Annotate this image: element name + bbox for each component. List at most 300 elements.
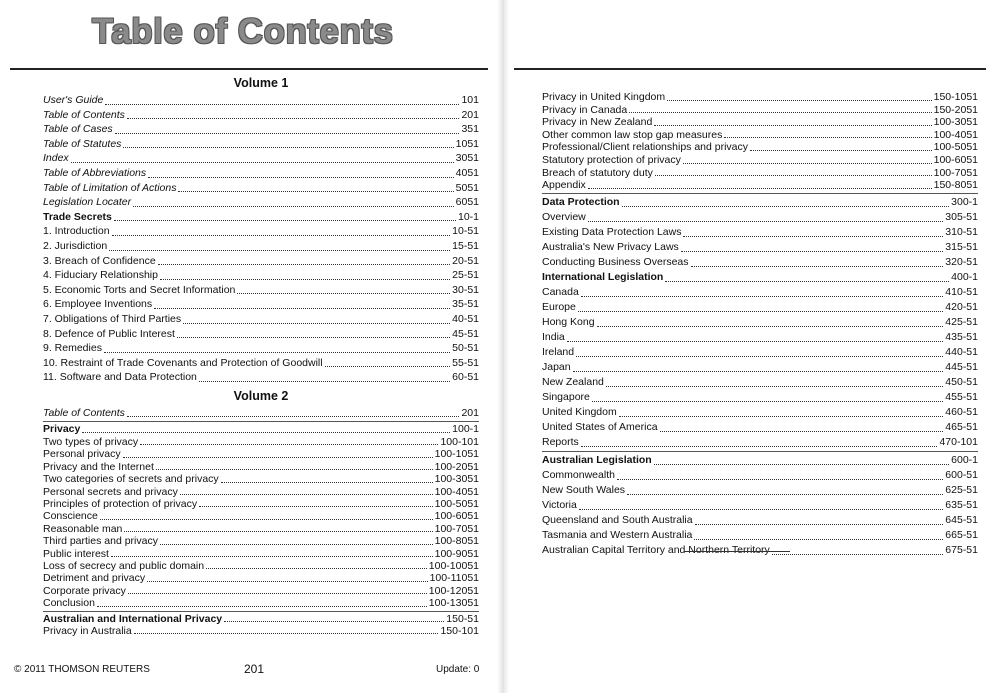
toc-entry[interactable] (542, 104, 978, 117)
entry-title: Statutory protection of privacy (542, 153, 681, 166)
title-rule (10, 68, 488, 70)
entry-page-number: 150-8051 (933, 179, 978, 192)
entry-title: Table of Contents (43, 406, 125, 419)
entry-title: Reasonable man (43, 522, 123, 535)
entry-title: Privacy in New Zealand (542, 116, 653, 129)
leader-dots (97, 605, 427, 607)
entry-title: New Zealand (542, 375, 604, 388)
toc-entry[interactable] (43, 297, 479, 312)
section-heading-entry[interactable] (542, 270, 978, 285)
entry-page-number: 45-51 (452, 327, 479, 340)
entry-title: Privacy and the Internet (43, 460, 154, 473)
entry-page-number: 435-51 (945, 330, 978, 343)
entry-title: International Legislation (542, 270, 664, 283)
divider (43, 421, 479, 422)
leader-dots (140, 443, 438, 445)
toc-entry[interactable] (542, 240, 978, 255)
leader-dots (627, 493, 943, 495)
toc-entry[interactable] (542, 285, 978, 300)
leader-dots (82, 431, 450, 433)
entry-page-number: 150-51 (446, 612, 479, 625)
leader-dots (127, 117, 460, 119)
leader-dots (619, 415, 944, 417)
leader-dots (592, 400, 943, 402)
leader-dots (134, 632, 439, 634)
entry-title: 5. Economic Torts and Secret Information (43, 283, 236, 296)
leader-dots (177, 336, 450, 338)
entry-title: Privacy in Australia (43, 624, 132, 637)
entry-page-number: 100-11051 (429, 572, 479, 585)
leader-dots (156, 468, 433, 470)
leader-dots (133, 205, 453, 207)
toc-entry[interactable] (43, 523, 479, 535)
leader-dots (178, 190, 453, 192)
entry-page-number: 40-51 (452, 312, 479, 325)
entry-title: Data Protection (542, 195, 620, 208)
privacy-heading (43, 423, 479, 435)
entry-page-number: 300-1 (951, 195, 978, 208)
toc-entry[interactable] (43, 312, 479, 327)
toc-entry[interactable] (43, 268, 479, 283)
toc-entry[interactable] (542, 390, 978, 405)
update-number: Update: 0 (436, 664, 480, 675)
toc-entry[interactable] (43, 560, 479, 572)
entry-title: Index (43, 152, 69, 165)
entry-title: Japan (542, 360, 571, 373)
toc-entry[interactable] (542, 141, 978, 154)
toc-entry[interactable] (43, 498, 479, 510)
leader-dots (724, 136, 931, 138)
entry-title: Table of Limitation of Actions (43, 181, 177, 194)
entry-title: Conscience (43, 510, 98, 523)
toc-entry[interactable] (542, 315, 978, 330)
volume-1-front-matter (43, 93, 479, 210)
aus-intl-privacy-heading (43, 613, 479, 625)
entry-title: 4. Fiduciary Relationship (43, 269, 158, 282)
toc-entry[interactable] (542, 468, 978, 483)
toc-entry[interactable] (542, 345, 978, 360)
toc-entry[interactable] (43, 510, 479, 522)
entry-title: Professional/Client relationships and privacy (542, 141, 749, 154)
entry-title: Australia's New Privacy Laws (542, 240, 679, 253)
leader-dots (100, 518, 433, 520)
entry-page-number: 100-3051 (933, 116, 978, 129)
toc-entry[interactable] (43, 181, 479, 196)
leader-dots (655, 174, 932, 176)
toc-entry[interactable] (43, 239, 479, 254)
leader-dots (206, 567, 427, 569)
toc-entry[interactable] (43, 370, 479, 385)
toc-entry[interactable] (43, 108, 479, 123)
entry-title: Table of Abbreviations (43, 166, 147, 179)
section-heading-entry[interactable] (542, 195, 978, 210)
leader-dots (199, 505, 433, 507)
toc-entry[interactable] (43, 151, 479, 166)
entry-page-number: 420-51 (945, 300, 978, 313)
entry-title: 1. Introduction (43, 225, 110, 238)
leader-dots (199, 380, 450, 382)
entry-title: Trade Secrets (43, 210, 112, 223)
toc-entry[interactable] (43, 224, 479, 239)
toc-entry[interactable] (43, 283, 479, 298)
entry-title: Personal privacy (43, 448, 121, 461)
entry-page-number: 425-51 (945, 315, 978, 328)
entry-title: Australian and International Privacy (43, 612, 223, 625)
entry-page-number: 201 (461, 108, 479, 121)
entry-title: United States of America (542, 420, 658, 433)
toc-entry[interactable] (43, 473, 479, 485)
entry-page-number: 10-1 (457, 210, 479, 223)
toc-entry[interactable] (542, 513, 978, 528)
entry-page-number: 3051 (455, 152, 479, 165)
toc-entry[interactable] (43, 93, 479, 108)
toc-entry[interactable] (43, 448, 479, 460)
entry-page-number: 315-51 (945, 240, 978, 253)
toc-entry[interactable] (43, 137, 479, 152)
right-page (506, 0, 1000, 693)
entry-title: 9. Remedies (43, 342, 102, 355)
entry-page-number: 440-51 (945, 345, 978, 358)
entry-title: 3. Breach of Confidence (43, 254, 156, 267)
leader-dots (629, 111, 931, 113)
entry-title: Privacy in Canada (542, 103, 628, 116)
toc-entry[interactable] (43, 436, 479, 448)
section-heading-entry[interactable] (43, 423, 479, 435)
section-heading-entry[interactable] (43, 210, 479, 225)
entry-page-number: 100-101 (440, 435, 479, 448)
entry-page-number: 100-4051 (933, 128, 978, 141)
leader-dots (667, 99, 931, 101)
entry-page-number: 25-51 (452, 269, 479, 282)
toc-entry[interactable] (43, 625, 479, 637)
divider (542, 451, 978, 452)
entry-page-number: 645-51 (945, 513, 978, 526)
entry-title: Corporate privacy (43, 584, 126, 597)
entry-page-number: 445-51 (945, 360, 978, 373)
toc-entry[interactable] (542, 435, 978, 450)
entry-title: Table of Statutes (43, 137, 122, 150)
entry-page-number: 101 (461, 94, 479, 106)
leader-dots (683, 235, 943, 237)
entry-title: Existing Data Protection Laws (542, 225, 682, 238)
trade-secrets-chapters (43, 224, 479, 385)
toc-entry[interactable] (43, 356, 479, 371)
privacy-entries (43, 436, 479, 610)
toc-entry[interactable] (542, 375, 978, 390)
entry-page-number: 450-51 (945, 375, 978, 388)
entry-page-number: 100-5051 (434, 497, 479, 510)
entry-page-number: 100-13051 (428, 597, 479, 610)
entry-title: Appendix (542, 179, 586, 192)
entry-page-number: 5051 (455, 181, 479, 194)
entry-page-number: 100-3051 (434, 473, 479, 486)
entry-title: Two types of privacy (43, 435, 139, 448)
entry-page-number: 100-8051 (434, 535, 479, 548)
entry-title: Tasmania and Western Australia (542, 528, 693, 541)
entry-title: Commonwealth (542, 468, 615, 481)
data-protection-heading (542, 195, 978, 210)
entry-page-number: 100-5051 (933, 141, 978, 154)
entry-title: Queensland and South Australia (542, 513, 693, 526)
leader-dots (588, 220, 944, 222)
entry-page-number: 100-6051 (933, 153, 978, 166)
header-rule (514, 68, 986, 70)
leader-dots (578, 310, 943, 312)
entry-page-number: 15-51 (452, 239, 479, 252)
entry-page-number: 100-7051 (434, 522, 479, 535)
section-heading-entry[interactable] (542, 453, 978, 468)
australian-legislation-entries (542, 468, 978, 558)
entry-title: Public interest (43, 547, 109, 560)
leader-dots (573, 370, 944, 372)
international-legislation-entries (542, 285, 978, 450)
toc-entry[interactable] (43, 572, 479, 584)
toc-entry[interactable] (542, 300, 978, 315)
australian-legislation-heading (542, 453, 978, 468)
leader-dots (581, 295, 944, 297)
toc-entry[interactable] (542, 255, 978, 270)
entry-page-number: 320-51 (945, 255, 978, 268)
entry-page-number: 625-51 (945, 483, 978, 496)
entry-title: Breach of statutory duty (542, 166, 653, 179)
toc-entry[interactable] (542, 483, 978, 498)
page-number: 201 (244, 662, 265, 676)
divider (43, 611, 479, 612)
entry-title: Victoria (542, 498, 577, 511)
entry-page-number: 150-2051 (933, 103, 978, 116)
entry-page-number: 100-10051 (428, 559, 479, 572)
entry-page-number: 470-101 (939, 435, 978, 448)
entry-page-number: 665-51 (945, 528, 978, 541)
entry-title: Principles of protection of privacy (43, 497, 198, 510)
entry-title: New South Wales (542, 483, 626, 496)
aus-intl-privacy-continued (542, 91, 978, 192)
entry-title: Australian Capital Territory and Northern Territory (542, 543, 770, 556)
toc-entry[interactable] (542, 91, 978, 104)
leader-dots (750, 149, 932, 151)
entry-title: 2. Jurisdiction (43, 239, 108, 252)
toc-entry[interactable] (43, 406, 479, 421)
entry-title: Privacy (43, 423, 81, 436)
volume-1-heading: Volume 1 (233, 76, 289, 90)
copyright-notice: © 2011 THOMSON REUTERS (14, 664, 150, 675)
toc-entry[interactable] (43, 327, 479, 342)
leader-dots (147, 580, 427, 582)
entry-page-number: 100-9051 (434, 547, 479, 560)
leader-dots (683, 162, 932, 164)
entry-page-number: 201 (461, 406, 479, 419)
leader-dots (576, 355, 943, 357)
entry-title: Conclusion (43, 597, 95, 610)
entry-page-number: 310-51 (945, 225, 978, 238)
leader-dots (112, 234, 451, 236)
entry-page-number: 20-51 (452, 254, 479, 267)
toc-entry[interactable] (542, 167, 978, 180)
data-protection-entries (542, 210, 978, 270)
divider (542, 193, 978, 194)
leader-dots (622, 205, 950, 207)
entry-title: 7. Obligations of Third Parties (43, 312, 182, 325)
entry-page-number: 150-1051 (933, 91, 978, 103)
leader-dots (180, 493, 433, 495)
entry-page-number: 600-1 (951, 453, 978, 466)
leader-dots (681, 250, 943, 252)
entry-title: Overview (542, 210, 586, 223)
entry-title: 11. Software and Data Protection (43, 371, 197, 384)
entry-title: Table of Contents (43, 108, 125, 121)
leader-dots (183, 322, 450, 324)
toc-entry[interactable] (43, 122, 479, 137)
aus-intl-privacy-entries (43, 625, 479, 637)
leader-dots (654, 463, 949, 465)
toc-entry[interactable] (43, 166, 479, 181)
toc-entry[interactable] (43, 597, 479, 609)
leader-dots (660, 430, 944, 432)
leader-dots (104, 351, 450, 353)
entry-page-number: 410-51 (945, 285, 978, 298)
leader-dots (115, 132, 460, 134)
entry-title: 8. Defence of Public Interest (43, 327, 175, 340)
entry-page-number: 635-51 (945, 498, 978, 511)
entry-title: Other common law stop gap measures (542, 128, 723, 141)
leader-dots (128, 592, 427, 594)
entry-title: Personal secrets and privacy (43, 485, 178, 498)
leader-dots (237, 292, 450, 294)
entry-title: Europe (542, 300, 576, 313)
entry-title: Singapore (542, 390, 590, 403)
entry-page-number: 100-2051 (434, 460, 479, 473)
entry-page-number: 150-101 (440, 624, 479, 637)
leader-dots (597, 325, 944, 327)
entry-page-number: 4051 (455, 166, 479, 179)
toc-entry[interactable] (43, 585, 479, 597)
entry-page-number: 100-12051 (428, 584, 479, 597)
toc-entry[interactable] (542, 498, 978, 513)
toc-entry[interactable] (542, 405, 978, 420)
entry-title: Table of Cases (43, 123, 113, 136)
volume-2-heading: Volume 2 (233, 388, 289, 403)
leader-dots (567, 340, 944, 342)
leader-dots (71, 161, 454, 163)
leader-dots (224, 620, 444, 622)
volume-2-front-matter (43, 406, 479, 421)
toc-entry[interactable] (542, 210, 978, 225)
leader-dots (695, 523, 944, 525)
entry-page-number: 100-1 (452, 423, 479, 436)
entry-page-number: 305-51 (945, 210, 978, 223)
entry-page-number: 600-51 (945, 468, 978, 481)
leader-dots (654, 124, 931, 126)
entry-page-number: 10-51 (452, 225, 479, 238)
toc-entry[interactable] (542, 154, 978, 167)
end-rule (684, 551, 790, 552)
toc-entry[interactable] (43, 254, 479, 269)
toc-entry[interactable] (542, 179, 978, 192)
leader-dots (154, 307, 450, 309)
section-heading-entry[interactable] (43, 613, 479, 625)
entry-title: India (542, 330, 565, 343)
toc-entry[interactable] (43, 341, 479, 356)
entry-title: Ireland (542, 345, 575, 358)
leader-dots (109, 249, 450, 251)
entry-title: 6. Employee Inventions (43, 298, 153, 311)
toc-entry[interactable] (542, 330, 978, 345)
entry-title: User's Guide (43, 94, 104, 106)
leader-dots (581, 445, 938, 447)
toc-entry[interactable] (43, 486, 479, 498)
entry-title: Conducting Business Overseas (542, 255, 689, 268)
leader-dots (158, 263, 450, 265)
entry-title: Hong Kong (542, 315, 595, 328)
toc-entry[interactable] (542, 528, 978, 543)
entry-title: Reports (542, 435, 579, 448)
leader-dots (694, 538, 943, 540)
entry-page-number: 351 (461, 123, 479, 136)
leader-dots (160, 278, 450, 280)
leader-dots (665, 280, 949, 282)
leader-dots (123, 146, 453, 148)
entry-page-number: 55-51 (452, 356, 479, 369)
entry-page-number: 35-51 (452, 298, 479, 311)
leader-dots (111, 555, 433, 557)
toc-right-column (542, 91, 978, 558)
leader-dots (124, 530, 432, 532)
toc-entry[interactable] (43, 195, 479, 210)
toc-entry[interactable] (43, 461, 479, 473)
toc-entry[interactable] (542, 116, 978, 129)
entry-page-number: 465-51 (945, 420, 978, 433)
entry-title: 10. Restraint of Trade Covenants and Protection of Goodwill (43, 356, 323, 369)
leader-dots (221, 481, 433, 483)
leader-dots (114, 219, 456, 221)
toc-entry[interactable] (43, 535, 479, 547)
entry-title: Canada (542, 285, 579, 298)
leader-dots (691, 265, 944, 267)
entry-page-number: 675-51 (945, 543, 978, 556)
entry-page-number: 100-7051 (933, 166, 978, 179)
entry-title: Legislation Locater (43, 196, 132, 209)
entry-page-number: 460-51 (945, 405, 978, 418)
entry-page-number: 100-1051 (434, 448, 479, 461)
leader-dots (127, 415, 460, 417)
toc-entry[interactable] (542, 420, 978, 435)
page-title: Table of Contents (92, 12, 394, 51)
entry-title: Australian Legislation (542, 453, 652, 466)
leader-dots (148, 176, 454, 178)
toc-entry[interactable] (43, 548, 479, 560)
leader-dots (579, 508, 943, 510)
toc-entry[interactable] (542, 360, 978, 375)
entry-title: Detriment and privacy (43, 572, 146, 585)
toc-entry[interactable] (542, 225, 978, 240)
entry-page-number: 50-51 (452, 342, 479, 355)
entry-title: Two categories of secrets and privacy (43, 473, 219, 486)
entry-page-number: 100-4051 (434, 485, 479, 498)
leader-dots (123, 456, 433, 458)
entry-title: United Kingdom (542, 405, 617, 418)
entry-page-number: 1051 (455, 137, 479, 150)
trade-secrets-heading (43, 210, 479, 225)
entry-page-number: 400-1 (951, 270, 978, 283)
entry-page-number: 30-51 (452, 283, 479, 296)
toc-entry[interactable] (542, 129, 978, 142)
entry-page-number: 6051 (455, 196, 479, 209)
leader-dots (772, 553, 944, 555)
leader-dots (606, 385, 943, 387)
leader-dots (105, 103, 459, 105)
entry-page-number: 60-51 (452, 371, 479, 384)
entry-title: Third parties and privacy (43, 535, 158, 548)
